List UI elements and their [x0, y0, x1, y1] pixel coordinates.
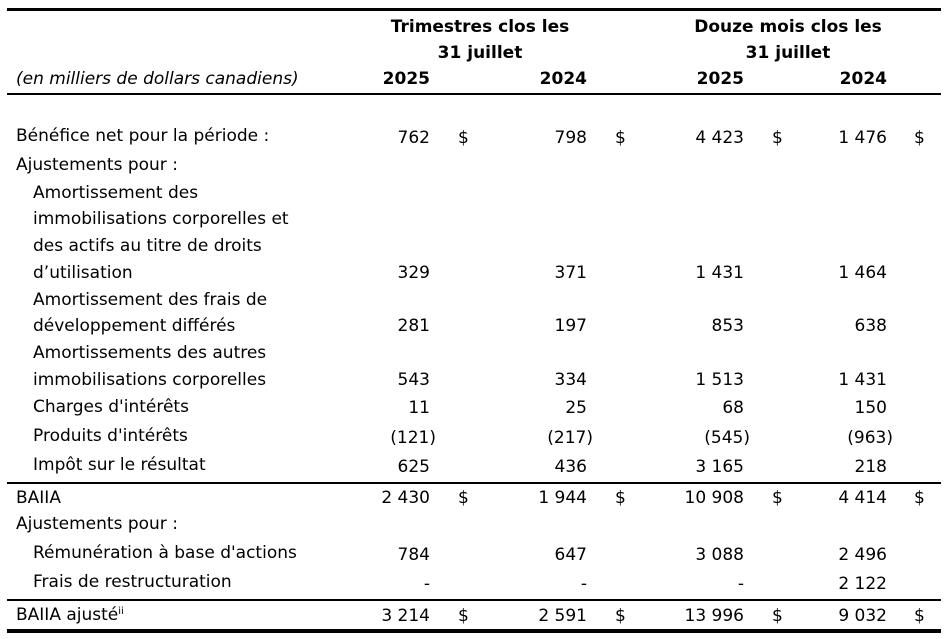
cell-restructuring-t2025: -: [737, 574, 744, 594]
cell-amort-other-q2024: 334: [554, 370, 587, 390]
cell-net-income-q2025: 762: [397, 128, 430, 148]
cell-net-income-t2024: 1 476: [838, 128, 887, 148]
row-label-amort-other-1: Amortissements des autres: [33, 343, 267, 363]
cell-amort-ppe-q2025: 329: [397, 263, 430, 283]
adj-ebitda-rule: [7, 599, 941, 601]
cell-share-comp-t2025: 3 088: [695, 545, 744, 565]
row-label-interest-expense: Charges d'intérêts: [33, 397, 189, 417]
header-quarter-line1: Trimestres clos les: [390, 17, 570, 37]
cell-ebitda-t2024: 4 414: [838, 488, 887, 508]
cell-interest-exp-q2025: 11: [408, 398, 430, 418]
cell-amort-dev-q2025: 281: [397, 316, 430, 336]
row-label-adjustments-2: Ajustements pour :: [16, 514, 178, 534]
row-label-interest-income: Produits d'intérêts: [33, 426, 188, 446]
year-q-2025: 2025: [382, 69, 430, 89]
row-label-amort-ppe-2: immobilisations corporelles et: [33, 209, 289, 229]
cell-adj-ebitda-t2025: 13 996: [684, 606, 744, 626]
currency-symbol: $: [772, 606, 783, 626]
row-label-amort-other-2: immobilisations corporelles: [33, 370, 267, 390]
currency-symbol: $: [615, 128, 626, 148]
cell-restructuring-t2024: 2 122: [838, 574, 887, 594]
cell-share-comp-q2024: 647: [554, 545, 587, 565]
cell-interest-exp-q2024: 25: [565, 398, 587, 418]
row-label-amort-ppe-4: d’utilisation: [33, 263, 133, 283]
row-label-amort-dev-2: développement différés: [33, 316, 236, 336]
cell-amort-dev-t2024: 638: [854, 316, 887, 336]
cell-ebitda-q2025: 2 430: [381, 488, 430, 508]
cell-interest-exp-t2024: 150: [854, 398, 887, 418]
ebitda-rule: [7, 482, 941, 484]
year-t-2024: 2024: [839, 69, 887, 89]
header-rule: [7, 93, 941, 95]
header-quarter-line2: 31 juillet: [437, 43, 523, 63]
cell-tax-q2025: 625: [397, 457, 430, 477]
row-label-adjustments: Ajustements pour :: [16, 155, 178, 175]
cell-interest-exp-t2025: 68: [722, 398, 744, 418]
currency-symbol: $: [458, 488, 469, 508]
currency-symbol: $: [615, 606, 626, 626]
header-twelve-line1: Douze mois clos les: [694, 17, 882, 37]
row-label-ebitda: BAIIA: [16, 488, 61, 508]
cell-amort-dev-q2024: 197: [554, 316, 587, 336]
currency-symbol: $: [914, 128, 925, 148]
currency-symbol: $: [914, 488, 925, 508]
cell-adj-ebitda-q2024: 2 591: [538, 606, 587, 626]
cell-net-income-q2024: 798: [554, 128, 587, 148]
row-label-adjusted-ebitda: [16, 605, 124, 625]
cell-interest-inc-q2024: (217): [547, 428, 593, 448]
year-t-2025: 2025: [696, 69, 744, 89]
currency-symbol: $: [914, 606, 925, 626]
adjusted-ebitda-text: BAIIA ajusté: [16, 605, 119, 625]
row-label-amort-ppe-1: Amortissement des: [33, 183, 199, 203]
cell-interest-inc-t2025: (545): [704, 428, 750, 448]
cell-amort-dev-t2025: 853: [711, 316, 744, 336]
cell-share-comp-t2024: 2 496: [838, 545, 887, 565]
row-label-share-comp: Rémunération à base d'actions: [33, 543, 297, 563]
row-label-amort-ppe-3: des actifs au titre de droits: [33, 236, 262, 256]
currency-symbol: $: [458, 606, 469, 626]
cell-tax-q2024: 436: [554, 457, 587, 477]
row-label-income-tax: Impôt sur le résultat: [33, 455, 206, 475]
cell-interest-inc-t2024: (963): [847, 428, 893, 448]
cell-amort-ppe-t2025: 1 431: [695, 263, 744, 283]
cell-restructuring-q2025: -: [423, 574, 430, 594]
row-label-amort-dev-1: Amortissement des frais de: [33, 290, 268, 310]
cell-amort-ppe-q2024: 371: [554, 263, 587, 283]
cell-amort-other-q2025: 543: [397, 370, 430, 390]
cell-adj-ebitda-q2025: 3 214: [381, 606, 430, 626]
bottom-rule: [7, 629, 941, 633]
cell-ebitda-q2024: 1 944: [538, 488, 587, 508]
currency-symbol: $: [458, 128, 469, 148]
cell-amort-ppe-t2024: 1 464: [838, 263, 887, 283]
year-q-2024: 2024: [539, 69, 587, 89]
units-label: (en milliers de dollars canadiens): [16, 69, 299, 89]
cell-amort-other-t2024: 1 431: [838, 370, 887, 390]
currency-symbol: $: [772, 488, 783, 508]
row-label-restructuring: Frais de restructuration: [33, 572, 232, 592]
cell-ebitda-t2025: 10 908: [684, 488, 744, 508]
cell-net-income-t2025: 4 423: [695, 128, 744, 148]
currency-symbol: $: [772, 128, 783, 148]
cell-tax-t2025: 3 165: [695, 457, 744, 477]
top-rule: [7, 8, 941, 11]
cell-tax-t2024: 218: [854, 457, 887, 477]
row-label-net-income: Bénéfice net pour la période :: [16, 126, 270, 146]
cell-amort-other-t2025: 1 513: [695, 370, 744, 390]
cell-share-comp-q2025: 784: [397, 545, 430, 565]
cell-adj-ebitda-t2024: 9 032: [838, 606, 887, 626]
currency-symbol: $: [615, 488, 626, 508]
footnote-marker: ii: [118, 606, 124, 617]
cell-interest-inc-q2025: (121): [390, 428, 436, 448]
header-twelve-line2: 31 juillet: [745, 43, 831, 63]
cell-restructuring-q2024: -: [580, 574, 587, 594]
